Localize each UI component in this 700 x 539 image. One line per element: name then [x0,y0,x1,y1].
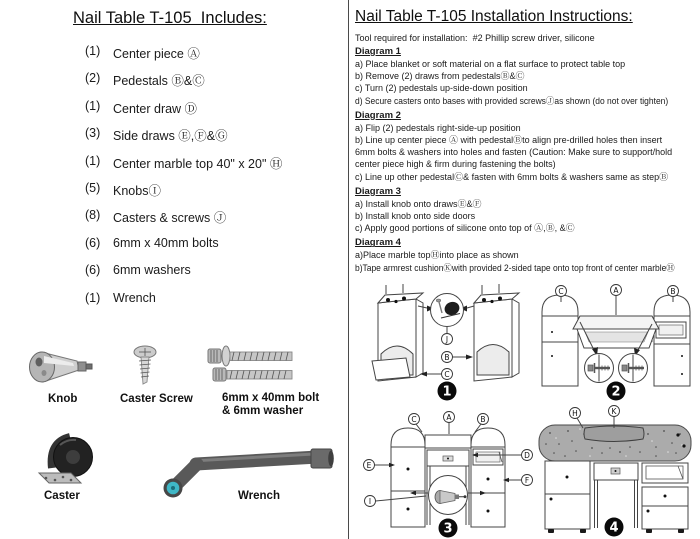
figure-diagram-4 [532,401,700,539]
svg-text:1: 1 [442,384,452,400]
bolt-washer-label [222,392,319,418]
item-qty: (1) [85,290,101,305]
bolt-washer-image [206,344,300,388]
item-text: Casters & screws Ⓙ [113,211,227,226]
svg-text:2: 2 [611,384,621,400]
caster-detail-circle [418,294,474,334]
list-item [85,208,282,235]
instruction-line: b) Line up center piece Ⓐ with pedestalⒷto align pre-drilled holes then insert [355,135,663,146]
svg-text:C: C [558,286,564,296]
list-item [85,126,282,153]
list-item [85,181,282,208]
figure-diagram-2 [532,282,700,402]
item-qty: (3) [85,126,101,141]
label-c [420,369,453,380]
bolt-washer-label-line2: & 6mm washer [222,405,304,417]
label-a [611,285,622,316]
pedestal-b-upright [646,295,690,386]
instruction-line: c) Line up other pedestalⒸ& fasten with 6mm bolts & washers same as stepⒷ [355,171,669,182]
item-qty: (1) [85,98,101,113]
includes-title: Nail Table T-105 Includes: [73,9,267,27]
svg-text:H: H [572,408,578,418]
item-text: Center marble top 40" x 20" Ⓗ [113,156,283,171]
caster-screw-image [126,344,164,390]
instruction-line: c) Turn (2) pedestals up-side-down position [355,83,528,94]
figure-diagram-3 [360,401,536,539]
list-item [85,236,282,263]
svg-text:I: I [368,496,372,506]
column-divider [348,0,349,539]
item-qty: (1) [85,44,101,58]
center-piece [573,316,659,348]
caster-image [36,428,96,490]
svg-text:B: B [670,286,676,296]
label-b [442,352,474,363]
pedestal-c-upright [542,295,586,386]
svg-text:3: 3 [443,521,453,537]
item-text: KnobsⒾ [113,183,161,198]
svg-text:B: B [444,352,450,362]
diagram-2-heading: Diagram 2 [355,109,401,121]
list-item [85,99,282,126]
figure-number-badge [605,518,624,537]
instruction-line: 6mm bolts & washers into holes and fasten (Caution: Make sure to support/hold [355,147,673,158]
figure-number-badge [439,519,458,538]
caster-screw-label: Caster Screw [120,393,193,405]
instruction-line: a) Flip (2) pedestals right-side-up position [355,122,521,133]
instruction-line: a)Place marble topⒽinto place as shown [355,250,519,261]
figure-number-badge [607,382,626,401]
item-text: Center piece Ⓐ [113,47,200,61]
instruction-line: b) Install knob onto side doors [355,211,476,222]
list-item [85,44,282,71]
instruction-line: a) Install knob onto drawsⒺ&Ⓕ [355,198,482,209]
diagram-4-heading: Diagram 4 [355,237,401,249]
svg-text:A: A [613,285,619,295]
item-text: Center draw Ⓓ [113,101,198,116]
svg-text:F: F [524,475,530,485]
diagram-1-heading: Diagram 1 [355,46,401,57]
item-qty: (8) [85,208,101,223]
list-item [85,263,282,290]
item-text: 6mm washers [113,263,191,278]
label-a [444,412,455,435]
wrench-label: Wrench [238,490,280,502]
svg-text:J: J [445,334,449,344]
includes-list [85,44,282,318]
item-qty: (6) [85,235,101,250]
item-text: Pedestals Ⓑ&Ⓒ [113,74,205,89]
bolt-washer-label-line1: 6mm x 40mm bolt [222,392,320,404]
figure-number-badge [438,382,457,401]
figure-diagram-1 [366,282,528,402]
knob-label: Knob [48,393,78,405]
item-qty: (5) [85,180,101,195]
granite-top [539,425,691,461]
instruction-line: b) Remove (2) draws from pedestalsⒷ&Ⓒ [355,71,525,82]
label-e [364,460,396,471]
item-qty: (2) [85,71,101,86]
list-item [85,71,282,98]
pedestal-b-upsidedown [474,284,519,381]
diagram-3-heading: Diagram 3 [355,185,401,197]
item-text: 6mm x 40mm bolts [113,235,219,250]
label-j [442,334,453,345]
item-qty: (6) [85,263,101,278]
item-text: Side draws Ⓔ,Ⓕ&Ⓖ [113,129,228,144]
instructions-title: Nail Table T-105 Installation Instructions: [355,8,633,25]
svg-text:E: E [366,460,372,470]
item-text: Wrench [113,290,156,305]
list-item [85,154,282,181]
instruction-line: c) Apply good portions of silicone onto top of Ⓐ,Ⓑ, &Ⓒ [355,223,575,234]
caster-label: Caster [44,490,80,502]
svg-text:A: A [446,412,452,422]
instruction-line: center piece high & firm during fastening the bolts) [355,159,556,170]
armrest-cushion-recess [584,426,644,442]
svg-text:C: C [444,369,450,379]
pedestal-c-upsidedown [372,284,423,381]
instructions-column [355,8,699,274]
instruction-line: a) Place blanket or soft material on a flat surface to protect table top [355,59,626,69]
label-f [503,475,533,486]
svg-text:B: B [480,414,486,424]
item-qty: (1) [85,153,101,168]
list-item [85,291,282,318]
svg-text:C: C [411,414,417,424]
svg-text:4: 4 [609,520,619,536]
knob-image [28,339,100,389]
instruction-line: b)Tape armrest cushionⓀwith provided 2-sided tape onto top front of center marbleⒽ [355,262,675,273]
svg-text:K: K [611,406,617,416]
svg-text:D: D [524,450,530,460]
instruction-line: d) Secure casters onto bases with provided screwsⒿas shown (do not over tighten) [355,95,669,106]
tool-note: Tool required for installation: #2 Phillip screw driver, silicone [355,33,595,43]
